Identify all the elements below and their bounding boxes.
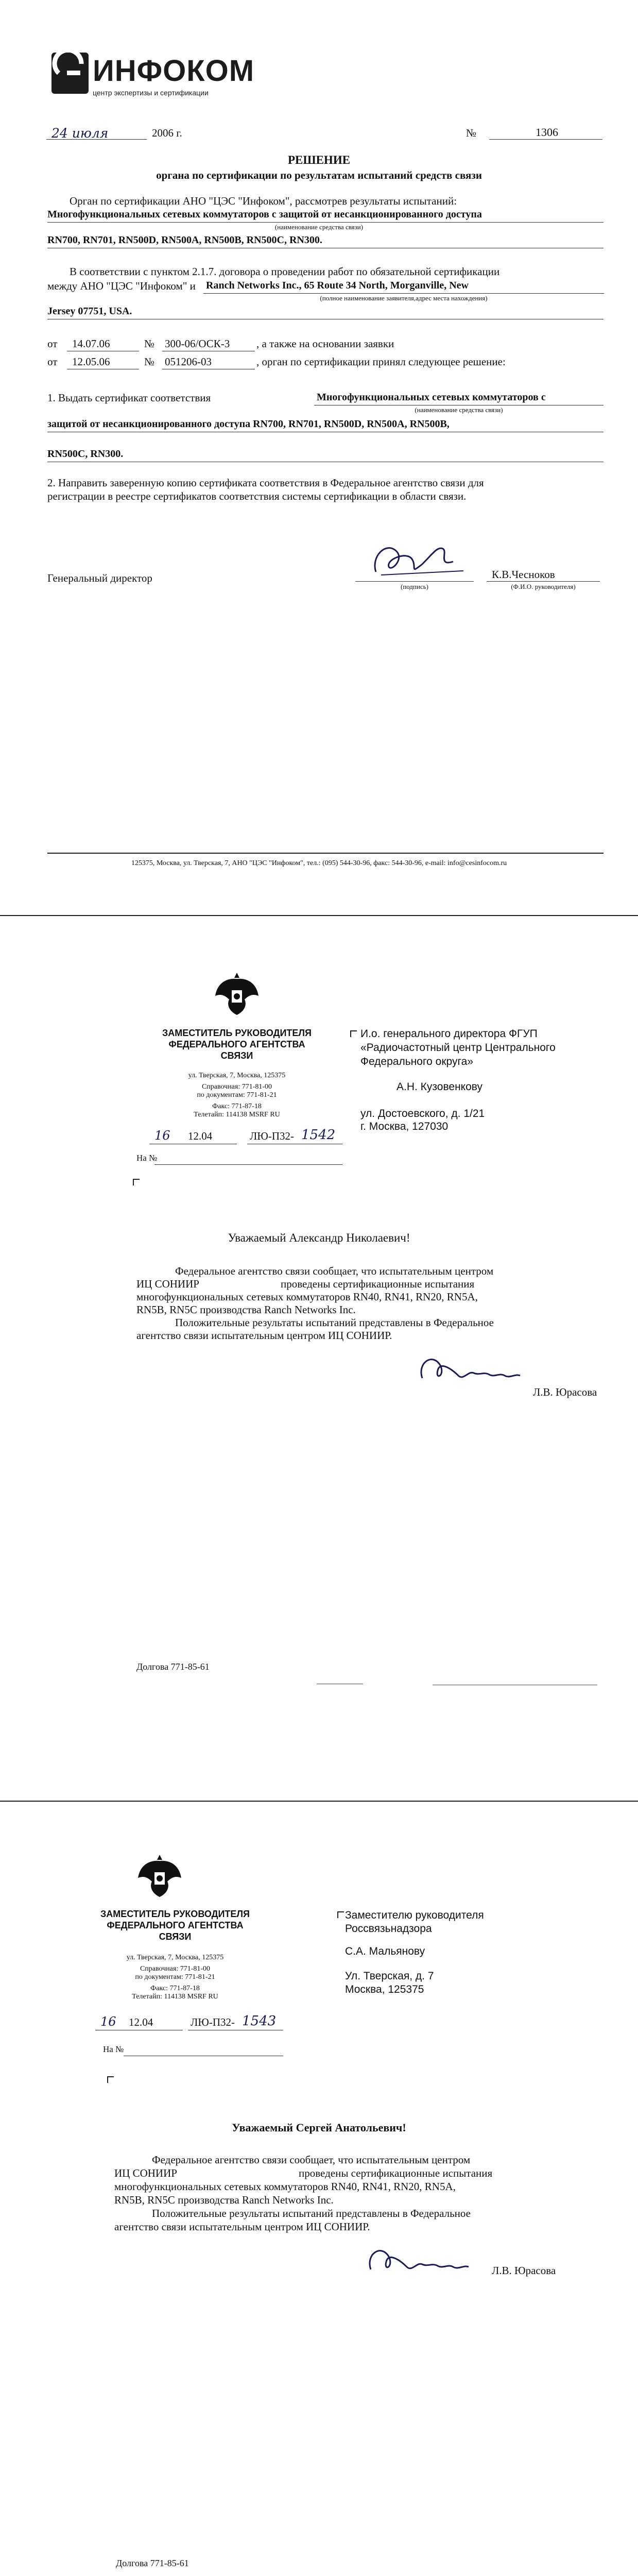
signer-name: Л.В. Юрасова	[533, 1386, 597, 1398]
body-line-4: RN5B, RN5C производства Ranch Networks Inc.	[136, 1303, 356, 1316]
outgoing-date: 12.04	[129, 2016, 153, 2028]
logo-subtitle: центр экспертизы и сертификации	[93, 89, 209, 97]
signer-signature-icon	[412, 1350, 525, 1391]
recipient-name: А.Н. Кузовенкову	[396, 1081, 482, 1093]
para2-note: (полное наименование заявителя,адрес места нахождения)	[320, 294, 488, 302]
header-title-2: ФЕДЕРАЛЬНОГО АГЕНТСТВА	[168, 1039, 305, 1049]
recipient-bracket-icon	[337, 1911, 344, 1919]
greeting: Уважаемый Сергей Анатольевич!	[232, 2121, 406, 2134]
para2-line2b: Ranch Networks Inc., 65 Route 34 North, Morganville, New	[206, 280, 469, 291]
item2-line2: регистрации в реестре сертификатов соответствия системы сертификации в области связи.	[47, 490, 467, 502]
row1-date: 14.07.06	[72, 337, 110, 350]
header-title-3: СВЯЗИ	[220, 1050, 253, 1061]
outgoing-num: ЛЮ-П32-	[191, 2016, 235, 2028]
body-line-4: RN5B, RN5C производства Ranch Networks Inc.	[114, 2194, 334, 2206]
item1-b: Многофункциональных сетевых коммутаторов с	[317, 392, 546, 403]
outgoing-prefix: 16	[100, 2014, 116, 2029]
contact: Долгова 771-85-61	[116, 2558, 189, 2568]
recipient-name: С.А. Мальянову	[345, 1945, 425, 1957]
para1-line2: Многофункциональных сетевых коммутаторов с защитой от несанкционированного доступа	[47, 209, 482, 220]
header-title-1: ЗАМЕСТИТЕЛЬ РУКОВОДИТЕЛЯ	[100, 1909, 250, 1919]
header-title-3: СВЯЗИ	[159, 1931, 192, 1942]
row2-num: 051206-03	[165, 355, 212, 368]
header-addr: ул. Тверская, 7, Москва, 125375	[126, 1954, 224, 1961]
corner-mark-icon	[107, 2076, 114, 2083]
body-line-3: многофункциональных сетевых коммутаторов RN40, RN41, RN20, RN5A,	[136, 1291, 478, 1303]
recipient-addr-2: г. Москва, 127030	[360, 1121, 449, 1132]
header-telex: Телетайп: 114138 MSRF RU	[132, 1993, 218, 2001]
recipient-line-2: «Радиочастотный центр Центрального	[360, 1042, 556, 1054]
outgoing-hand: 1543	[242, 2013, 277, 2029]
para1-line1: Орган по сертификации АНО "ЦЭС "Инфоком", рассмотрев результаты испытаний:	[70, 195, 457, 207]
body-line-2a: ИЦ СОНИИР	[136, 1278, 199, 1290]
sign-note: (подпись)	[401, 583, 428, 590]
director-signature-icon	[360, 536, 469, 582]
doc-subtitle: органа по сертификации по результатам испытаний средств связи	[156, 169, 482, 181]
body-line-6: агентство связи испытательным центром ИЦ СОНИИР.	[136, 1329, 392, 1342]
item2-line1: 2. Направить заверенную копию сертификата соответствия в Федеральное агентство связи для	[47, 477, 484, 489]
body-line-2b: проведены сертификационные испытания	[281, 1278, 475, 1290]
recipient-addr-1: Ул. Тверская, д. 7	[345, 1970, 434, 1982]
coat-of-arms-icon	[211, 968, 263, 1019]
number-label: №	[466, 127, 477, 139]
item1-line3: RN500C, RN300.	[47, 448, 124, 460]
recipient-bracket-icon	[350, 1030, 357, 1038]
body-line-3: многофункциональных сетевых коммутаторов RN40, RN41, RN20, RN5A,	[114, 2180, 456, 2193]
logo-emblem-icon	[51, 53, 89, 94]
letter-page-1	[0, 922, 638, 1798]
para1-line3: RN700, RN701, RN500D, RN500A, RN500B, RN500C, RN300.	[47, 234, 322, 246]
recipient-addr-1: ул. Достоевского, д. 1/21	[360, 1108, 485, 1120]
footer-address: 125375, Москва, ул. Тверская, 7, АНО "ЦЭС "Инфоком", тел.: (095) 544-30-96, факс: 544-30-96, e-mail: info@cesinfocom.ru	[131, 859, 507, 867]
row1-no: №	[144, 337, 155, 350]
row2-from: от	[47, 355, 58, 368]
director-label: Генеральный директор	[47, 572, 152, 584]
para2-line3: Jersey 07751, USA.	[47, 306, 132, 317]
outgoing-hand: 1542	[301, 1127, 336, 1143]
row1-text: , а также на основании заявки	[256, 337, 394, 350]
recipient-addr-2: Москва, 125375	[345, 1984, 424, 1995]
date-year: 2006 г.	[152, 127, 182, 139]
contact: Долгова 771-85-61	[136, 1662, 210, 1672]
para1-note: (наименование средства связи)	[274, 223, 364, 231]
director-note: (Ф.И.О. руководителя)	[511, 583, 576, 590]
infocom-logo	[51, 52, 257, 103]
header-title-2: ФЕДЕРАЛЬНОГО АГЕНТСТВА	[107, 1920, 244, 1930]
outgoing-prefix: 16	[154, 1128, 170, 1143]
row2-text: , орган по сертификации принял следующее решение:	[256, 355, 506, 368]
header-fax: Факс: 771-87-18	[150, 1985, 200, 1992]
doc-number: 1306	[536, 126, 558, 139]
header-ref1: Справочная: 771-81-00	[201, 1083, 272, 1091]
item1-line2: защитой от несанкционированного доступа RN700, RN701, RN500D, RN500A, RN500B,	[47, 418, 450, 430]
recipient-line-1: И.о. генерального директора ФГУП	[360, 1028, 538, 1040]
decision-page	[0, 0, 638, 914]
para2-line2a: между АНО "ЦЭС "Инфоком" и	[47, 280, 196, 292]
body-line-2a: ИЦ СОНИИР	[114, 2167, 177, 2179]
header-title-1: ЗАМЕСТИТЕЛЬ РУКОВОДИТЕЛЯ	[162, 1028, 312, 1038]
director-name: К.В.Чесноков	[492, 568, 555, 581]
outgoing-date: 12.04	[188, 1130, 213, 1142]
body-line-6: агентство связи испытательным центром ИЦ СОНИИР.	[114, 2221, 370, 2233]
signer-signature-icon	[360, 2241, 474, 2282]
body-line-1: Федеральное агентство связи сообщает, что испытательным центром	[175, 1265, 494, 1277]
letter-page-2	[0, 1808, 638, 2576]
header-ref2: по документам: 771-81-21	[197, 1091, 277, 1099]
recipient-line-1: Заместителю руководителя	[345, 1909, 484, 1921]
header-ref2: по документам: 771-81-21	[135, 1973, 215, 1981]
recipient-line-2: Россвязьнадзора	[345, 1923, 432, 1935]
na-label: На №	[136, 1153, 158, 1163]
body-line-5: Положительные результаты испытаний представлены в Федеральное	[175, 1316, 494, 1329]
row2-no: №	[144, 355, 155, 368]
body-line-2b: проведены сертификационные испытания	[299, 2167, 493, 2179]
coat-of-arms-icon	[134, 1850, 185, 1901]
row1-num: 300-06/ОСК-3	[165, 337, 230, 350]
body-line-5: Положительные результаты испытаний представлены в Федеральное	[152, 2207, 471, 2219]
na-label: На №	[103, 2044, 124, 2054]
outgoing-num: ЛЮ-П32-	[250, 1130, 294, 1142]
signer-name: Л.В. Юрасова	[492, 2264, 556, 2277]
date-handwritten: 24 июля	[51, 126, 109, 141]
header-telex: Телетайп: 114138 MSRF RU	[194, 1111, 280, 1118]
item1-a: 1. Выдать сертификат соответствия	[47, 392, 211, 404]
header-ref1: Справочная: 771-81-00	[140, 1965, 211, 1973]
body-line-1: Федеральное агентство связи сообщает, что испытательным центром	[152, 2154, 471, 2166]
row1-from: от	[47, 337, 58, 350]
header-addr: ул. Тверская, 7, Москва, 125375	[188, 1072, 286, 1079]
recipient-line-3: Федерального округа»	[360, 1056, 474, 1067]
logo-name: ИНФОКОМ	[93, 54, 255, 88]
header-fax: Факс: 771-87-18	[212, 1103, 262, 1110]
item1-note: (наименование средства связи)	[415, 406, 503, 414]
greeting: Уважаемый Александр Николаевич!	[228, 1231, 410, 1244]
para2-line1: В соответствии с пунктом 2.1.7. договора о проведении работ по обязательной сертификации	[70, 265, 500, 278]
corner-mark-icon	[133, 1179, 140, 1186]
row2-date: 12.05.06	[72, 355, 110, 368]
doc-title: РЕШЕНИЕ	[287, 154, 351, 166]
